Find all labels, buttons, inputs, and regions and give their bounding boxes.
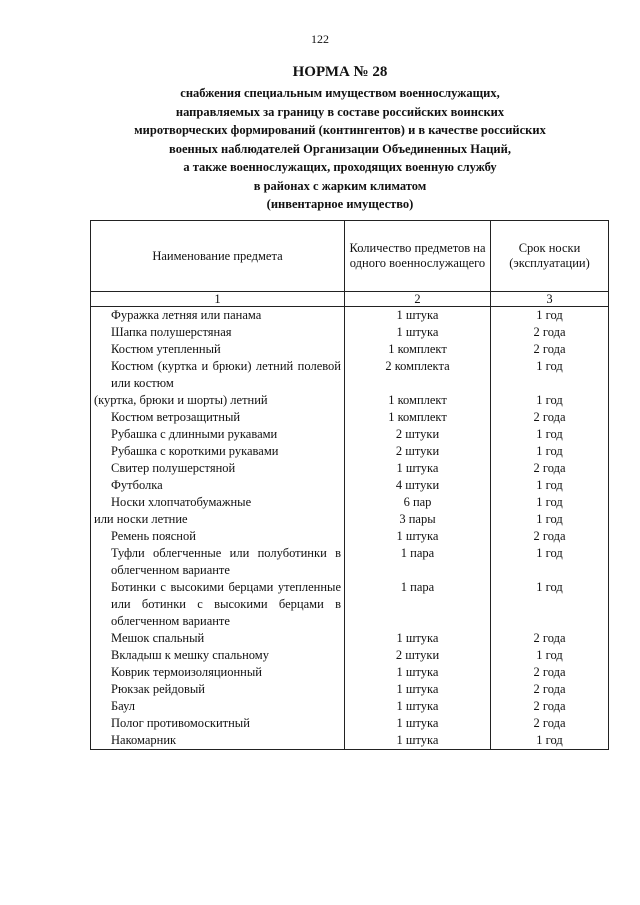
item-name-cell: (куртка, брюки и шорты) летний (91, 392, 345, 409)
item-quantity-cell: 1 пара (345, 545, 491, 579)
page-number: 122 (311, 32, 329, 46)
item-quantity-cell: 1 штука (345, 460, 491, 477)
table-row (91, 392, 609, 409)
supply-norm-table (90, 220, 609, 750)
item-term-cell: 2 года (491, 324, 609, 341)
item-term-cell: 1 год (491, 579, 609, 630)
item-name-cell: Накомарник (91, 732, 345, 750)
item-term-cell: 2 года (491, 681, 609, 698)
header-item-name: Наименование предмета (91, 221, 345, 292)
item-term-cell: 2 года (491, 409, 609, 426)
item-name-cell: Полог противомоскитный (91, 715, 345, 732)
item-name-cell: Рубашка с короткими рукавами (91, 443, 345, 460)
item-term-cell: 1 год (491, 443, 609, 460)
item-quantity-cell: 1 комплект (345, 392, 491, 409)
subtitle-line: а также военнослужащих, проходящих военную службу (183, 160, 497, 174)
item-name-cell: Фуражка летняя или панама (91, 307, 345, 325)
item-name-cell: или носки летние (91, 511, 345, 528)
item-term-cell: 1 год (491, 426, 609, 443)
item-name-cell: Костюм ветрозащитный (91, 409, 345, 426)
item-quantity-cell: 2 штуки (345, 443, 491, 460)
item-term-cell: 2 года (491, 664, 609, 681)
item-term-cell: 2 года (491, 698, 609, 715)
item-term-cell: 2 года (491, 630, 609, 647)
document-heading (80, 63, 600, 214)
table-row (91, 341, 609, 358)
subtitle-line: миротворческих формирований (контингентов) и в качестве российских (134, 123, 546, 137)
table-row (91, 358, 609, 392)
subtitle-line: направляемых за границу в составе российских воинских (175, 104, 505, 119)
item-name-cell: Футболка (91, 477, 345, 494)
item-term-cell: 1 год (491, 732, 609, 750)
item-quantity-cell: 2 штуки (345, 426, 491, 443)
table-row (91, 477, 609, 494)
table-row (91, 579, 609, 630)
item-term-cell: 1 год (491, 358, 609, 392)
item-quantity-cell: 1 штука (345, 664, 491, 681)
item-quantity-cell: 1 комплект (345, 341, 491, 358)
item-quantity-cell: 2 комплекта (345, 358, 491, 392)
item-name-cell: Костюм утепленный (91, 341, 345, 358)
item-term-cell: 1 год (491, 392, 609, 409)
item-name-cell: Шапка полушерстяная (91, 324, 345, 341)
item-term-cell: 1 год (491, 477, 609, 494)
table-row (91, 647, 609, 664)
column-number: 3 (491, 292, 609, 307)
item-term-cell: 1 год (491, 494, 609, 511)
item-term-cell: 2 года (491, 460, 609, 477)
item-quantity-cell: 1 штука (345, 698, 491, 715)
item-quantity-cell: 1 штука (345, 630, 491, 647)
item-term-cell: 1 год (491, 647, 609, 664)
item-term-cell: 2 года (491, 528, 609, 545)
subtitle-line: (инвентарное имущество) (266, 197, 414, 211)
table-row (91, 460, 609, 477)
item-name-cell: Свитер полушерстяной (91, 460, 345, 477)
subtitle-line: военных наблюдателей Организации Объединенных Наций, (169, 141, 511, 156)
table-row (91, 443, 609, 460)
item-quantity-cell: 3 пары (345, 511, 491, 528)
item-quantity-cell: 1 штука (345, 681, 491, 698)
item-name-cell: Вкладыш к мешку спальному (91, 647, 345, 664)
item-term-cell: 2 года (491, 341, 609, 358)
item-name-cell: Баул (91, 698, 345, 715)
item-quantity-cell: 4 штуки (345, 477, 491, 494)
table-row (91, 426, 609, 443)
table-row (91, 494, 609, 511)
table-row (91, 698, 609, 715)
table-header-row (91, 221, 609, 292)
table-row (91, 715, 609, 732)
item-name-cell: Коврик термоизоляционный (91, 664, 345, 681)
item-name-cell: Костюм (куртка и брюки) летний полевой или костюм (91, 358, 345, 392)
table-row (91, 681, 609, 698)
item-quantity-cell: 1 штука (345, 307, 491, 325)
item-name-cell: Туфли облегченные или полуботинки в облегченном варианте (91, 545, 345, 579)
column-number-row (91, 292, 609, 307)
item-term-cell: 1 год (491, 307, 609, 325)
item-name-cell: Мешок спальный (91, 630, 345, 647)
subtitle-line: в районах с жарким климатом (253, 178, 427, 193)
item-term-cell: 2 года (491, 715, 609, 732)
table-row (91, 732, 609, 750)
item-name-cell: Рюкзак рейдовый (91, 681, 345, 698)
item-quantity-cell: 1 штука (345, 528, 491, 545)
table-row (91, 664, 609, 681)
table-row (91, 307, 609, 325)
item-quantity-cell: 1 комплект (345, 409, 491, 426)
item-name-cell: Рубашка с длинными рукавами (91, 426, 345, 443)
header-quantity: Количество предметов на одного военнослужащего (345, 221, 491, 292)
item-term-cell: 1 год (491, 511, 609, 528)
header-term: Срок носки (эксплуатации) (491, 221, 609, 292)
item-quantity-cell: 1 пара (345, 579, 491, 630)
item-quantity-cell: 1 штука (345, 324, 491, 341)
column-number: 1 (91, 292, 345, 307)
item-name-cell: Ботинки с высокими берцами утепленные или ботинки с высокими берцами в облегченном варианте (91, 579, 345, 630)
table-body (91, 307, 609, 750)
column-number: 2 (345, 292, 491, 307)
table-row (91, 511, 609, 528)
item-quantity-cell: 2 штуки (345, 647, 491, 664)
subtitle-line: снабжения специальным имуществом военнослужащих, (180, 86, 500, 100)
item-name-cell: Носки хлопчатобумажные (91, 494, 345, 511)
table-row (91, 630, 609, 647)
table-row (91, 528, 609, 545)
item-quantity-cell: 1 штука (345, 732, 491, 750)
item-quantity-cell: 6 пар (345, 494, 491, 511)
table-row (91, 409, 609, 426)
table-row (91, 324, 609, 341)
item-quantity-cell: 1 штука (345, 715, 491, 732)
item-name-cell: Ремень поясной (91, 528, 345, 545)
item-term-cell: 1 год (491, 545, 609, 579)
table-row (91, 545, 609, 579)
norm-title: НОРМА № 28 (292, 64, 388, 80)
